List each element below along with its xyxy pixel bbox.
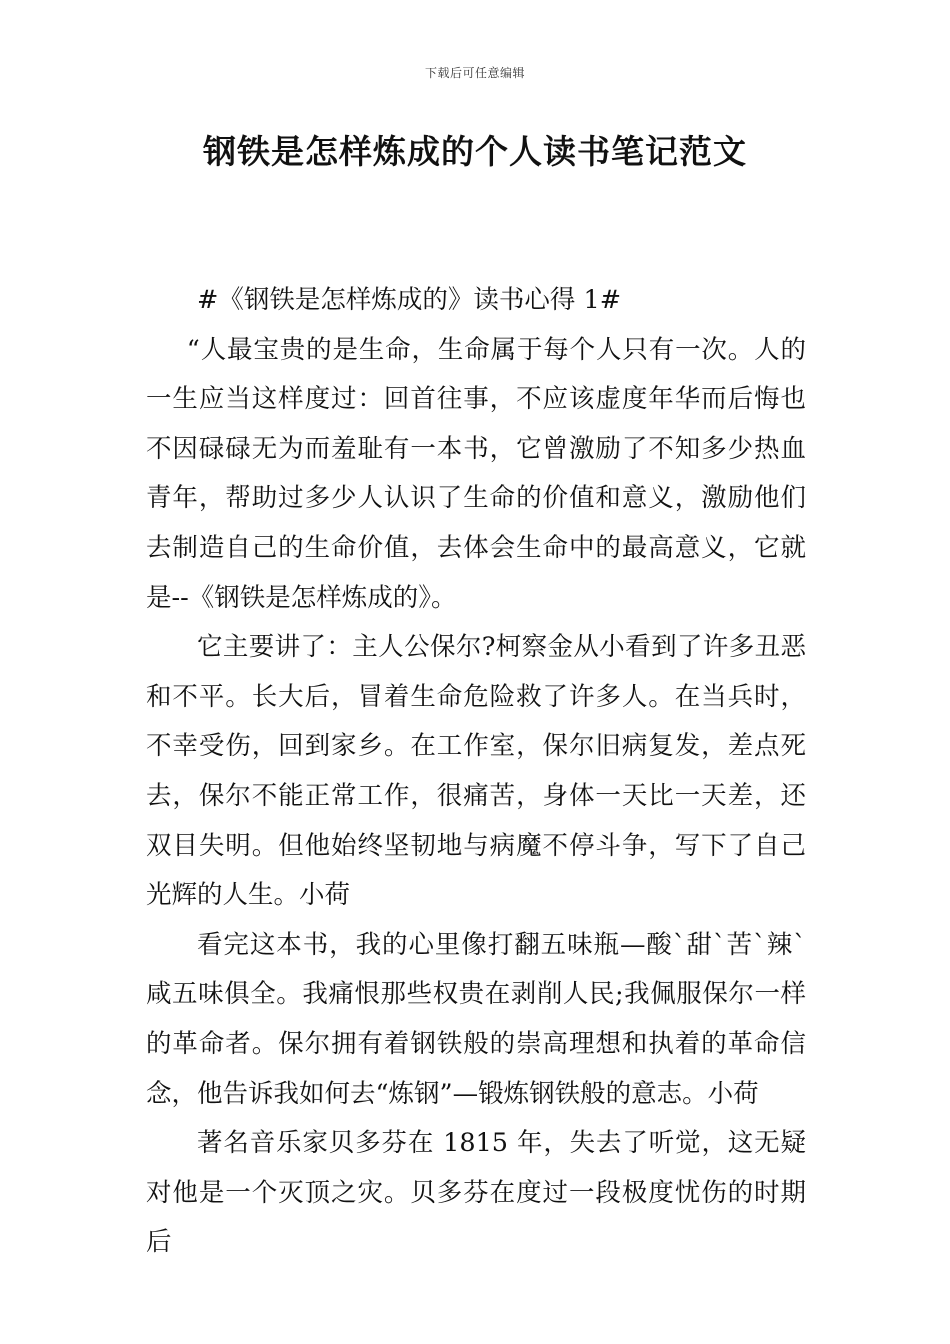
header-note: 下载后可任意编辑 [424, 66, 525, 80]
paragraph-3: 看完这本书，我的心里像打翻五味瓶—酸`甜`苦`辣`咸五味俱全。我痛恨那些权贵在剥削人民;我佩服保尔一样的革命者。保尔拥有着钢铁般的崇高理想和执着的革命信念，他告诉我如何去“炼钢”—锻炼钢铁般的意志。小荷 [146, 929, 806, 1109]
paragraph-2: 它主要讲了：主人公保尔?柯察金从小看到了许多丑恶和不平。长大后，冒着生命危险救了许多人。在当兵时，不幸受伤，回到家乡。在工作室，保尔旧病复发，差点死去，保尔不能正常工作，很痛苦，身体一天比一天差，还双目失明。但他始终坚韧地与病魔不停斗争，写下了自己光辉的人生。小荷 [146, 632, 806, 911]
document-body [146, 276, 806, 1268]
paragraph-4: 著名音乐家贝多芬在 1815 年，失去了听觉，这无疑对他是一个灭顶之灾。贝多芬在度过一段极度忧伤的时期后 [146, 1128, 806, 1258]
paragraph-1: “人最宝贵的是生命，生命属于每个人只有一次。人的一生应当这样度过：回首往事，不应该虚度年华而后悔也不因碌碌无为而羞耻有一本书，它曾激励了不知多少热血青年，帮助过多少人认识了生命的价值和意义，激励他们去制造自己的生命价值，去体会生命中的最高意义，它就是--《钢铁是怎样炼成的》。 [146, 334, 806, 613]
section-heading: #《钢铁是怎样炼成的》读书心得 1# [197, 285, 622, 315]
document-title: 钢铁是怎样炼成的个人读书笔记范文 [203, 132, 747, 171]
